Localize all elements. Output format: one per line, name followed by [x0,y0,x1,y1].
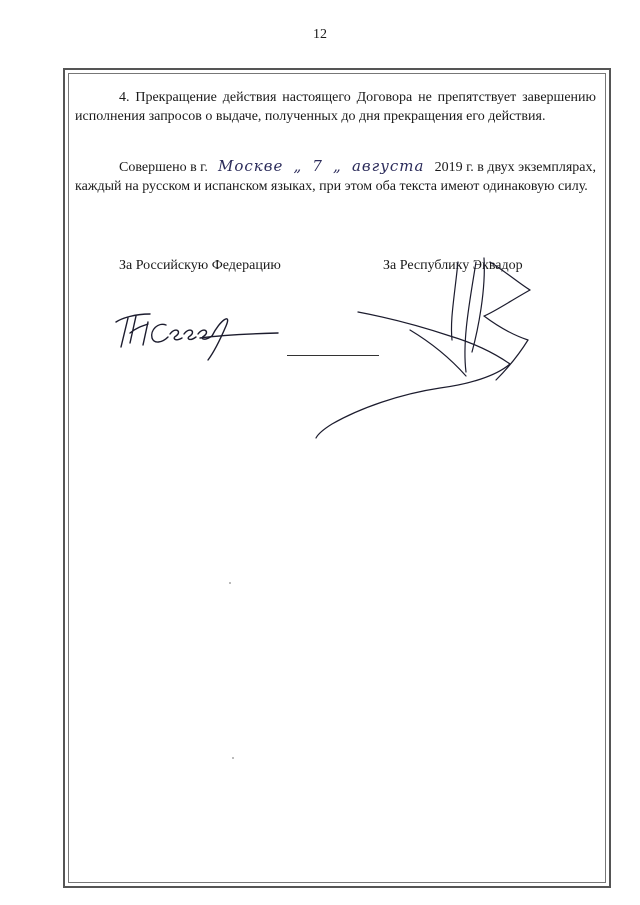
signature-line [287,355,379,356]
handwritten-day: 7 [312,157,323,175]
close-quote: „ [333,157,342,175]
handwritten-city: Москве [217,157,284,175]
concluding-year: 2019 г. в двух экземплярах, [434,160,596,175]
page-number: 12 [313,27,327,42]
signature-label-ecuador: За Республику Эквадор [383,258,523,273]
open-quote: „ [293,157,303,175]
scan-speck [232,757,234,759]
signature-label-russia: За Российскую Федерацию [119,258,281,273]
concluding-first-line [75,157,596,177]
concluding-prefix: Совершено в г. [119,160,208,175]
paragraph-4: 4. Прекращение действия настоящего Договора не препятствует завершению исполнения запросов о выдаче, полученных до дня прекращения его действия. [75,90,596,124]
concluding-rest: каждый на русском и испанском языках, при этом оба текста имеют одинаковую силу. [75,179,588,194]
scan-speck [229,582,231,584]
concluding-paragraph [75,157,596,196]
handwritten-month: августа [351,157,425,175]
